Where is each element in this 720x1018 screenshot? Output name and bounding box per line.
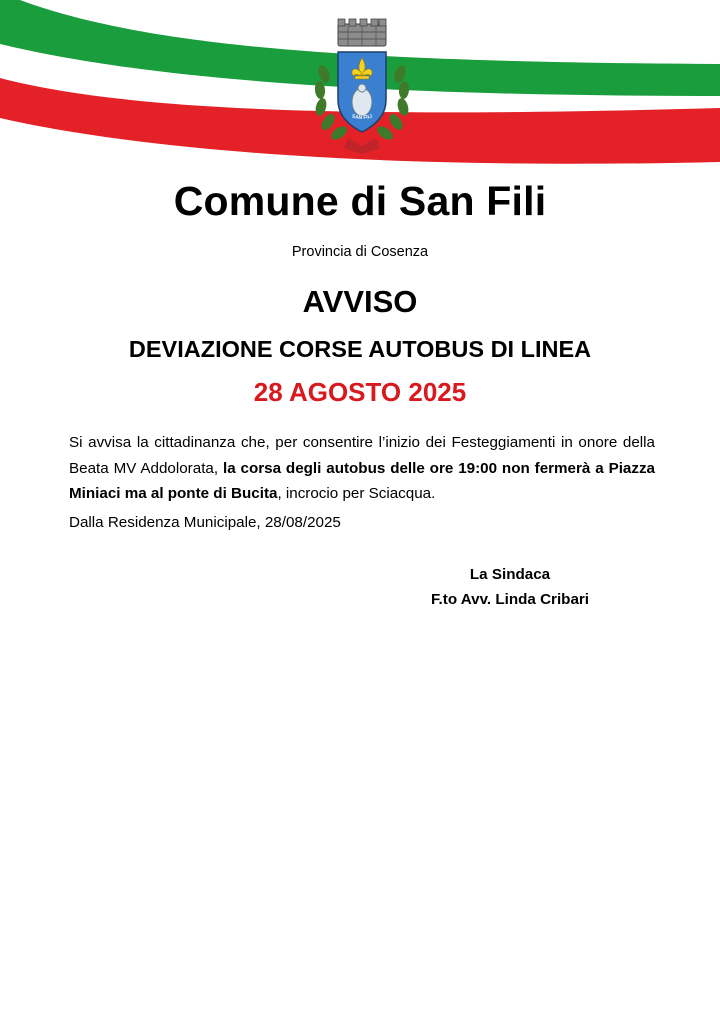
signature-name: F.to Avv. Linda Cribari <box>430 591 590 608</box>
crown-icon <box>338 19 386 46</box>
notice-body <box>69 430 655 507</box>
signature-block <box>400 562 620 612</box>
ribbon-icon <box>344 138 380 154</box>
body-bold-part: la corsa degli autobus delle ore 19:00 non fermerà a Piazza Miniaci ma al ponte di Bucita <box>69 459 655 502</box>
notice-heading: AVVISO <box>302 284 418 319</box>
signature-role: La Sindaca <box>469 566 551 583</box>
crest-banner-text: SAN FILI <box>351 113 373 122</box>
coat-of-arms-icon <box>308 14 416 156</box>
body-intro: Si avvisa la cittadinanza che, per consentire l’inizio dei Festeggiamenti in onore della Beata MV Addolorata, <box>69 434 655 477</box>
province-subtitle: Provincia di Cosenza <box>291 244 429 260</box>
notice-date: 28 AGOSTO 2025 <box>253 377 467 407</box>
body-outro: , incrocio per Sciacqua. <box>277 485 436 502</box>
signoff-line: Dalla Residenza Municipale, 28/08/2025 <box>69 514 341 531</box>
page-title: Comune di San Fili <box>173 178 547 224</box>
notice-subject: DEVIAZIONE CORSE AUTOBUS DI LINEA <box>128 336 592 362</box>
